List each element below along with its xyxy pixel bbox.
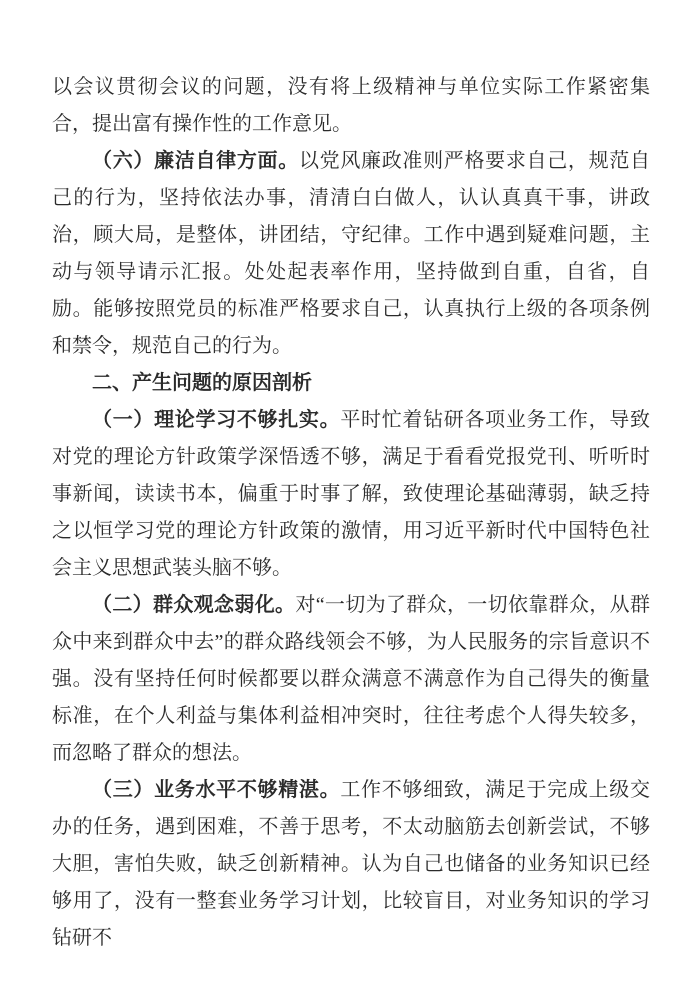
paragraph-body: 以党风廉政准则严格要求自己，规范自己的行为，坚持依法办事，清清白白做人，认认真真干事，讲政治，顾大局，是整体，讲团结，守纪律。工作中遇到疑难问题，主动与领导请示汇报。处处起表率作用，坚持做到自重，自省，自励。能够按照党员的标准严格要求自己，认真执行上级的各项条例和禁令，规范自己的行为。 [52,150,651,357]
paragraph-body: 以会议贯彻会议的问题，没有将上级精神与单位实际工作紧密集合，提出富有操作性的工作意见。 [52,76,650,135]
section-heading: 二、产生问题的原因剖析 [92,372,312,394]
paragraph-lead: （六）廉洁自律方面。 [92,150,299,172]
paragraph-lead: （二）群众观念弱化。 [92,594,296,616]
paragraph [52,143,650,365]
paragraph-body: 工作不够细致，满足于完成上级交办的任务，遇到困难，不善于思考，不太动脑筋去创新尝试，不够大胆，害怕失败，缺乏创新精神。认为自己也储备的业务知识已经够用了，没有一整套业务学习计划，比较盲目，对业务知识的学习钻研不 [52,779,651,949]
paragraph [52,402,650,587]
document-content [52,69,650,957]
paragraph-lead: （三）业务水平不够精湛。 [92,779,341,801]
paragraph-lead: （一）理论学习不够扎实。 [92,409,341,431]
paragraph-body: 平时忙着钻研各项业务工作，导致对党的理论方针政策学深悟透不够，满足于看看党报党刊、听听时事新闻，读读书本，偏重于时事了解，致使理论基础薄弱，缺乏持之以恒学习党的理论方针政策的激情，用习近平新时代中国特色社会主义思想武装头脑不够。 [52,409,651,579]
paragraph [52,69,650,143]
paragraph-body: 对“一切为了群众，一切依靠群众，从群众中来到群众中去”的群众路线领会不够，为人民服务的宗旨意识不强。没有坚持任何时候都要以群众满意不满意作为自己得失的衡量标准，在个人利益与集体利益相冲突时，往往考虑个人得失较多，而忽略了群众的想法。 [52,594,650,764]
paragraph [52,772,650,957]
paragraph [52,587,650,772]
